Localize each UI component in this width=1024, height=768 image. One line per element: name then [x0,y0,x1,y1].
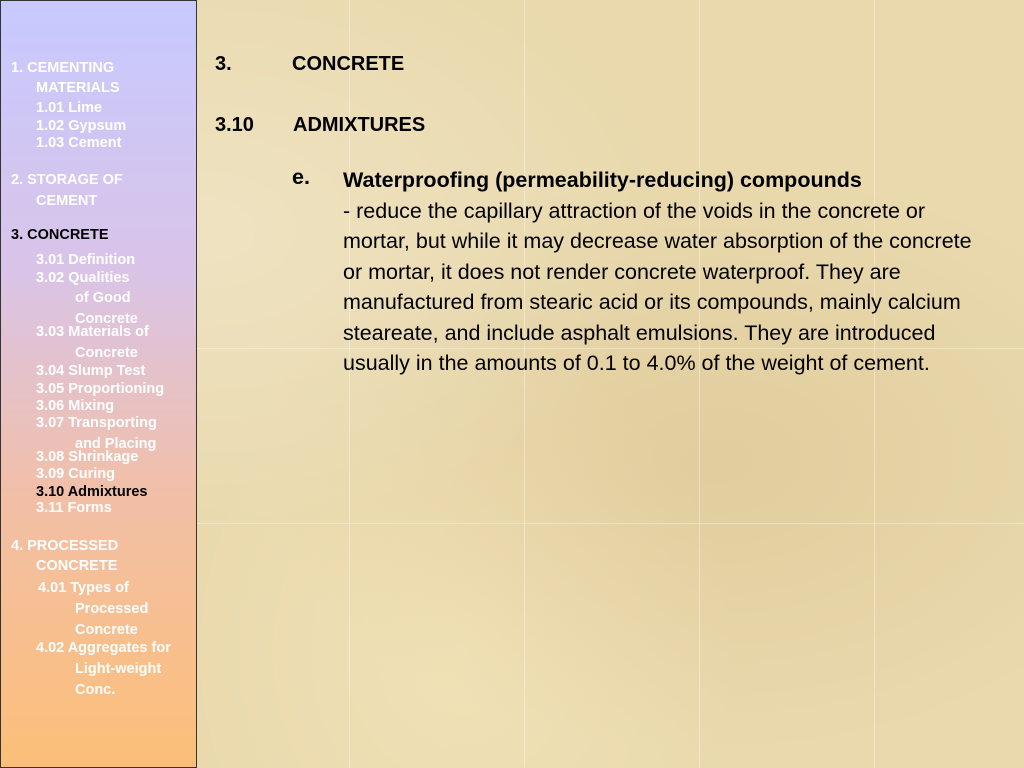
nav-item-proportioning[interactable]: 3.05 Proportioning [36,381,165,397]
nav-item-aggregates[interactable]: 4.02 Aggregates for [36,640,171,656]
nav-item-aggregates-line2[interactable]: Light-weight [75,661,162,677]
nav-item-slump-test[interactable]: 3.04 Slump Test [36,363,146,379]
nav-item-admixtures[interactable]: 3.10 Admixtures [36,484,148,500]
nav-item-cement[interactable]: 1.03 Cement [36,135,122,151]
nav-section-cementing-materials-line2[interactable]: MATERIALS [36,80,120,96]
section-number: 3.10 [215,114,254,136]
nav-item-lime[interactable]: 1.01 Lime [36,100,103,116]
nav-item-transporting-line2[interactable]: and Placing [75,436,157,452]
chapter-number: 3. [215,53,232,75]
sidebar-nav [0,0,197,768]
nav-item-types-of-processed-line2[interactable]: Processed [75,601,149,617]
nav-section-storage-of-cement[interactable]: 2. STORAGE OF [11,172,123,188]
nav-item-gypsum[interactable]: 1.02 Gypsum [36,118,127,134]
chapter-title: CONCRETE [292,53,405,75]
nav-item-types-of-processed[interactable]: 4.01 Types of [38,580,129,596]
nav-item-transporting[interactable]: 3.07 Transporting [36,415,157,431]
nav-item-materials-line2[interactable]: Concrete [75,345,138,361]
nav-section-concrete[interactable]: 3. CONCRETE [11,227,109,243]
nav-section-storage-of-cement-line2[interactable]: CEMENT [36,193,98,209]
nav-item-curing[interactable]: 3.09 Curing [36,466,115,482]
nav-item-shrinkage[interactable]: 3.08 Shrinkage [36,449,139,465]
nav-item-types-of-processed-line3[interactable]: Concrete [75,622,138,638]
item-body: - reduce the capillary attraction of the voids in the concrete or mortar, but while it may decrease water absorption of the concrete or mortar, it does not render concrete waterproof. They are manufactured from stearic acid or its compounds, mainly calcium steareate, and include asphalt emulsions. They are introduced usually in the amounts of 0.1 to 4.0% of the weight of cement. [343,198,972,375]
nav-section-processed-concrete-line2[interactable]: CONCRETE [36,558,118,574]
nav-item-materials[interactable]: 3.03 Materials of [36,324,149,340]
nav-section-processed-concrete[interactable]: 4. PROCESSED [11,538,119,554]
nav-item-aggregates-line3[interactable]: Conc. [75,682,116,698]
nav-item-qualities-line3[interactable]: Concrete [75,311,138,327]
item-letter: e. [292,165,310,189]
item-term: Waterproofing (permeability-reducing) compounds [343,168,862,192]
nav-section-cementing-materials[interactable]: 1. CEMENTING [11,60,115,76]
nav-item-forms[interactable]: 3.11 Forms [36,500,112,516]
nav-item-qualities[interactable]: 3.02 Qualities [36,270,130,286]
section-title: ADMIXTURES [293,114,426,136]
nav-item-definition[interactable]: 3.01 Definition [36,252,136,268]
nav-item-qualities-line2[interactable]: of Good [75,290,131,306]
nav-item-mixing[interactable]: 3.06 Mixing [36,398,115,414]
item-paragraph [343,165,983,379]
